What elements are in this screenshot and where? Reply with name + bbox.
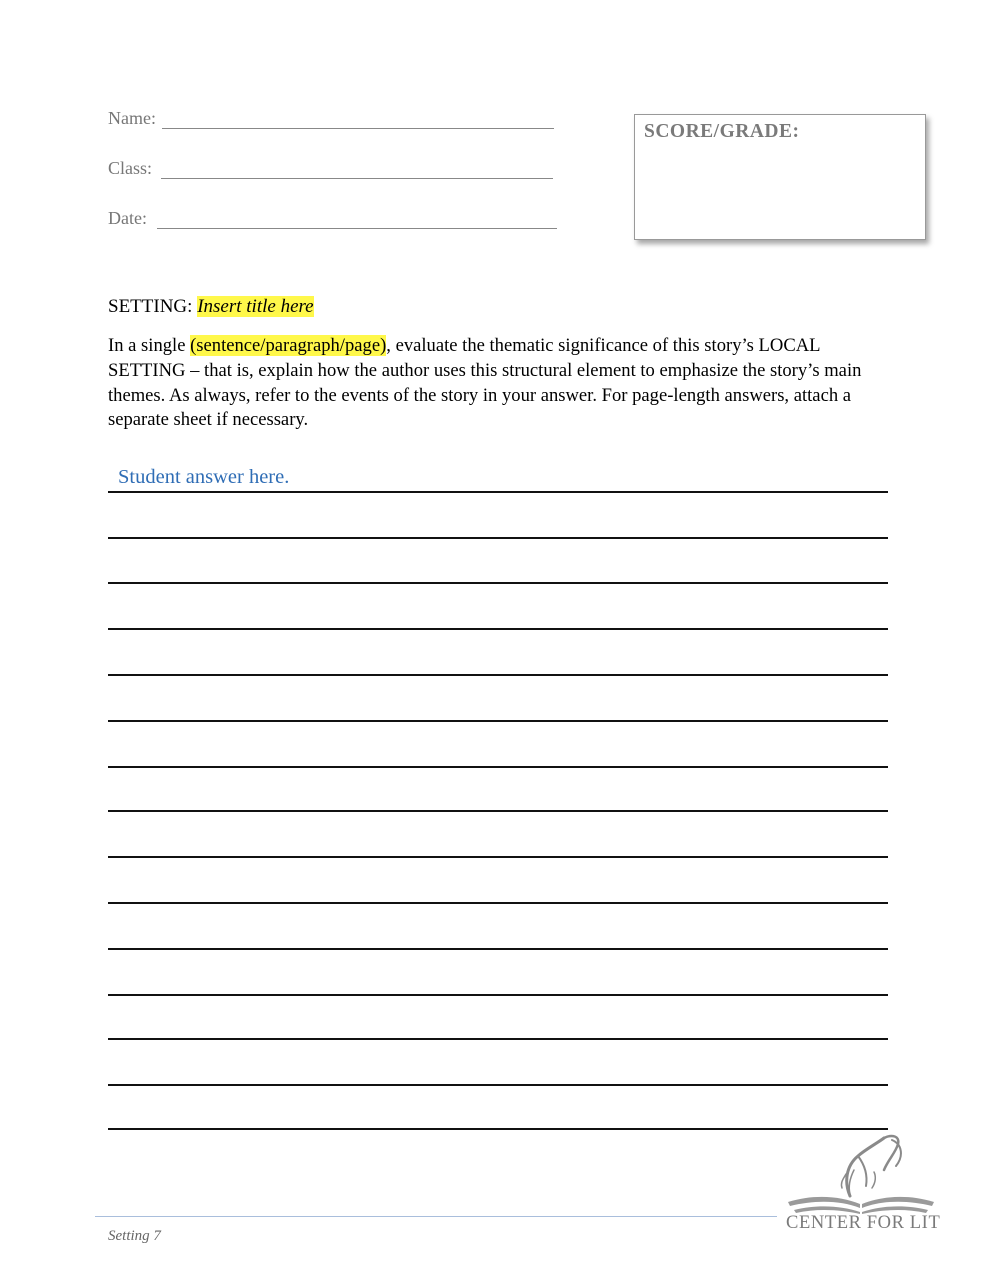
answer-line [108,948,888,950]
footer-page-label: Setting 7 [108,1228,161,1244]
date-input-line[interactable] [157,212,557,229]
length-options-highlight[interactable]: (sentence/paragraph/page) [190,335,387,356]
name-label: Name: [108,108,156,128]
answer-line [108,674,888,676]
answer-line [108,720,888,722]
title-placeholder[interactable]: Insert title here [197,296,314,317]
center-for-lit-logo-text: CENTER FOR LIT [786,1213,941,1233]
answer-line [108,628,888,630]
footer-rule [95,1216,777,1217]
answer-line [108,537,888,539]
name-input-line[interactable] [162,112,554,129]
class-input-line[interactable] [161,162,553,179]
name-field-row [108,108,554,129]
class-label: Class: [108,158,153,178]
answer-line [108,1128,888,1130]
score-grade-label: SCORE/GRADE: [644,121,800,142]
setting-heading-prefix: SETTING: [108,296,198,317]
instructions-intro: In a single [108,335,191,356]
date-field-row [108,208,557,229]
answer-line [108,766,888,768]
answer-line [108,1084,888,1086]
score-grade-box[interactable] [634,114,926,240]
answer-line [108,491,888,493]
class-field-row [108,158,553,179]
instructions-paragraph [108,334,890,433]
answer-line [108,856,888,858]
instructions-body: , evaluate the thematic significance of this story’s LOCAL SETTING – that is, explain how the author uses this structural element to emphasize the story’s main themes. As always, refer to the events of the story in your answer. For page-length answers, attach a separate sheet if necessary. [108,335,862,431]
answer-line [108,810,888,812]
date-label: Date: [108,208,147,228]
answer-line [108,582,888,584]
setting-heading [108,296,314,318]
student-answer-placeholder[interactable]: Student answer here. [118,466,290,488]
answer-line [108,1038,888,1040]
answer-line [108,902,888,904]
answer-line [108,994,888,996]
